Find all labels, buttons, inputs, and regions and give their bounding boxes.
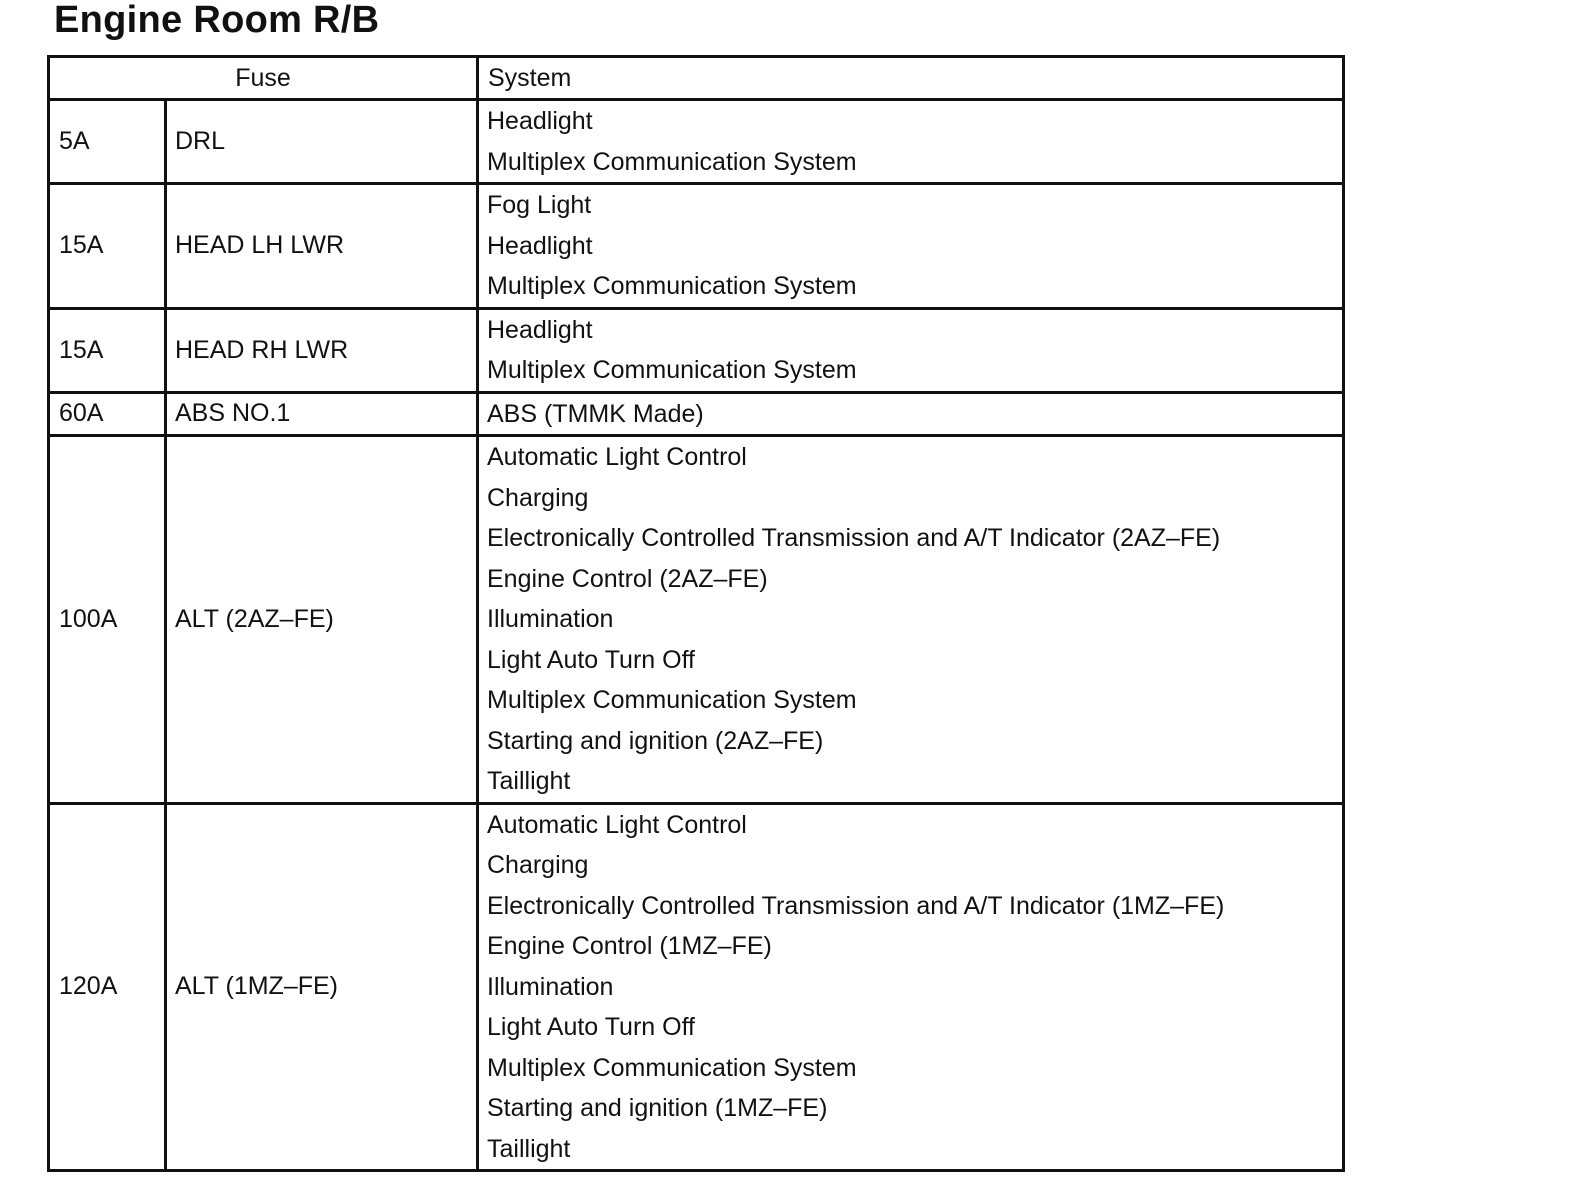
table-row [49,184,1344,309]
system-item: Taillight [487,1134,571,1163]
fuse-table [47,55,1345,1172]
fuse-amperage: 100A [49,436,166,804]
system-item: Light Auto Turn Off [487,1013,696,1041]
fuse-name: HEAD LH LWR [166,184,478,309]
system-item: Headlight [487,231,593,260]
table-row [49,436,1344,804]
system-column-header: System [478,57,1344,100]
system-item: Starting and ignition (1MZ–FE) [487,1094,828,1122]
system-item: Taillight [487,767,571,795]
fuse-amperage: 120A [49,803,166,1171]
fuse-name: ALT (1MZ–FE) [166,803,478,1171]
system-item: Multiplex Communication System [487,686,857,714]
table-row [49,100,1344,184]
system-item: Electronically Controlled Transmission and A/T Indicator (2AZ–FE) [487,524,1221,552]
header-row [49,57,1344,100]
system-item: Starting and ignition (2AZ–FE) [487,726,824,755]
system-item: ABS (TMMK Made) [487,399,704,428]
table-row [49,392,1344,436]
system-item: Light Auto Turn Off [487,645,696,674]
system-item: Electronically Controlled Transmission and A/T Indicator (1MZ–FE) [487,891,1225,920]
system-list [478,184,1344,309]
fuse-amperage: 15A [49,184,166,309]
system-item: Automatic Light Control [487,443,747,471]
fuse-name: ABS NO.1 [166,392,478,436]
system-item: Fog Light [487,191,592,219]
system-list [478,100,1344,184]
system-item: Multiplex Communication System [487,272,857,300]
system-item: Headlight [487,107,593,135]
page-title: Engine Room R/B [54,0,380,41]
fuse-rows [49,100,1344,1171]
system-list [478,392,1344,436]
fuse-column-header: Fuse [49,57,478,100]
system-item: Multiplex Communication System [487,1053,857,1082]
table-row [49,803,1344,1171]
fuse-amperage: 5A [49,100,166,184]
fuse-name: HEAD RH LWR [166,308,478,392]
system-item: Illumination [487,605,614,633]
fuse-name: DRL [166,100,478,184]
system-item: Multiplex Communication System [487,147,857,176]
system-item: Illumination [487,972,614,1001]
system-list [478,308,1344,392]
table-row [49,308,1344,392]
system-item: Engine Control (1MZ–FE) [487,932,772,960]
system-item: Charging [487,851,589,879]
fuse-name: ALT (2AZ–FE) [166,436,478,804]
system-item: Charging [487,483,589,512]
system-item: Multiplex Communication System [487,356,857,384]
system-list [478,803,1344,1171]
system-item: Headlight [487,315,593,344]
system-item: Automatic Light Control [487,810,747,839]
fuse-amperage: 60A [49,392,166,436]
system-item: Engine Control (2AZ–FE) [487,564,768,593]
fuse-amperage: 15A [49,308,166,392]
system-list [478,436,1344,804]
